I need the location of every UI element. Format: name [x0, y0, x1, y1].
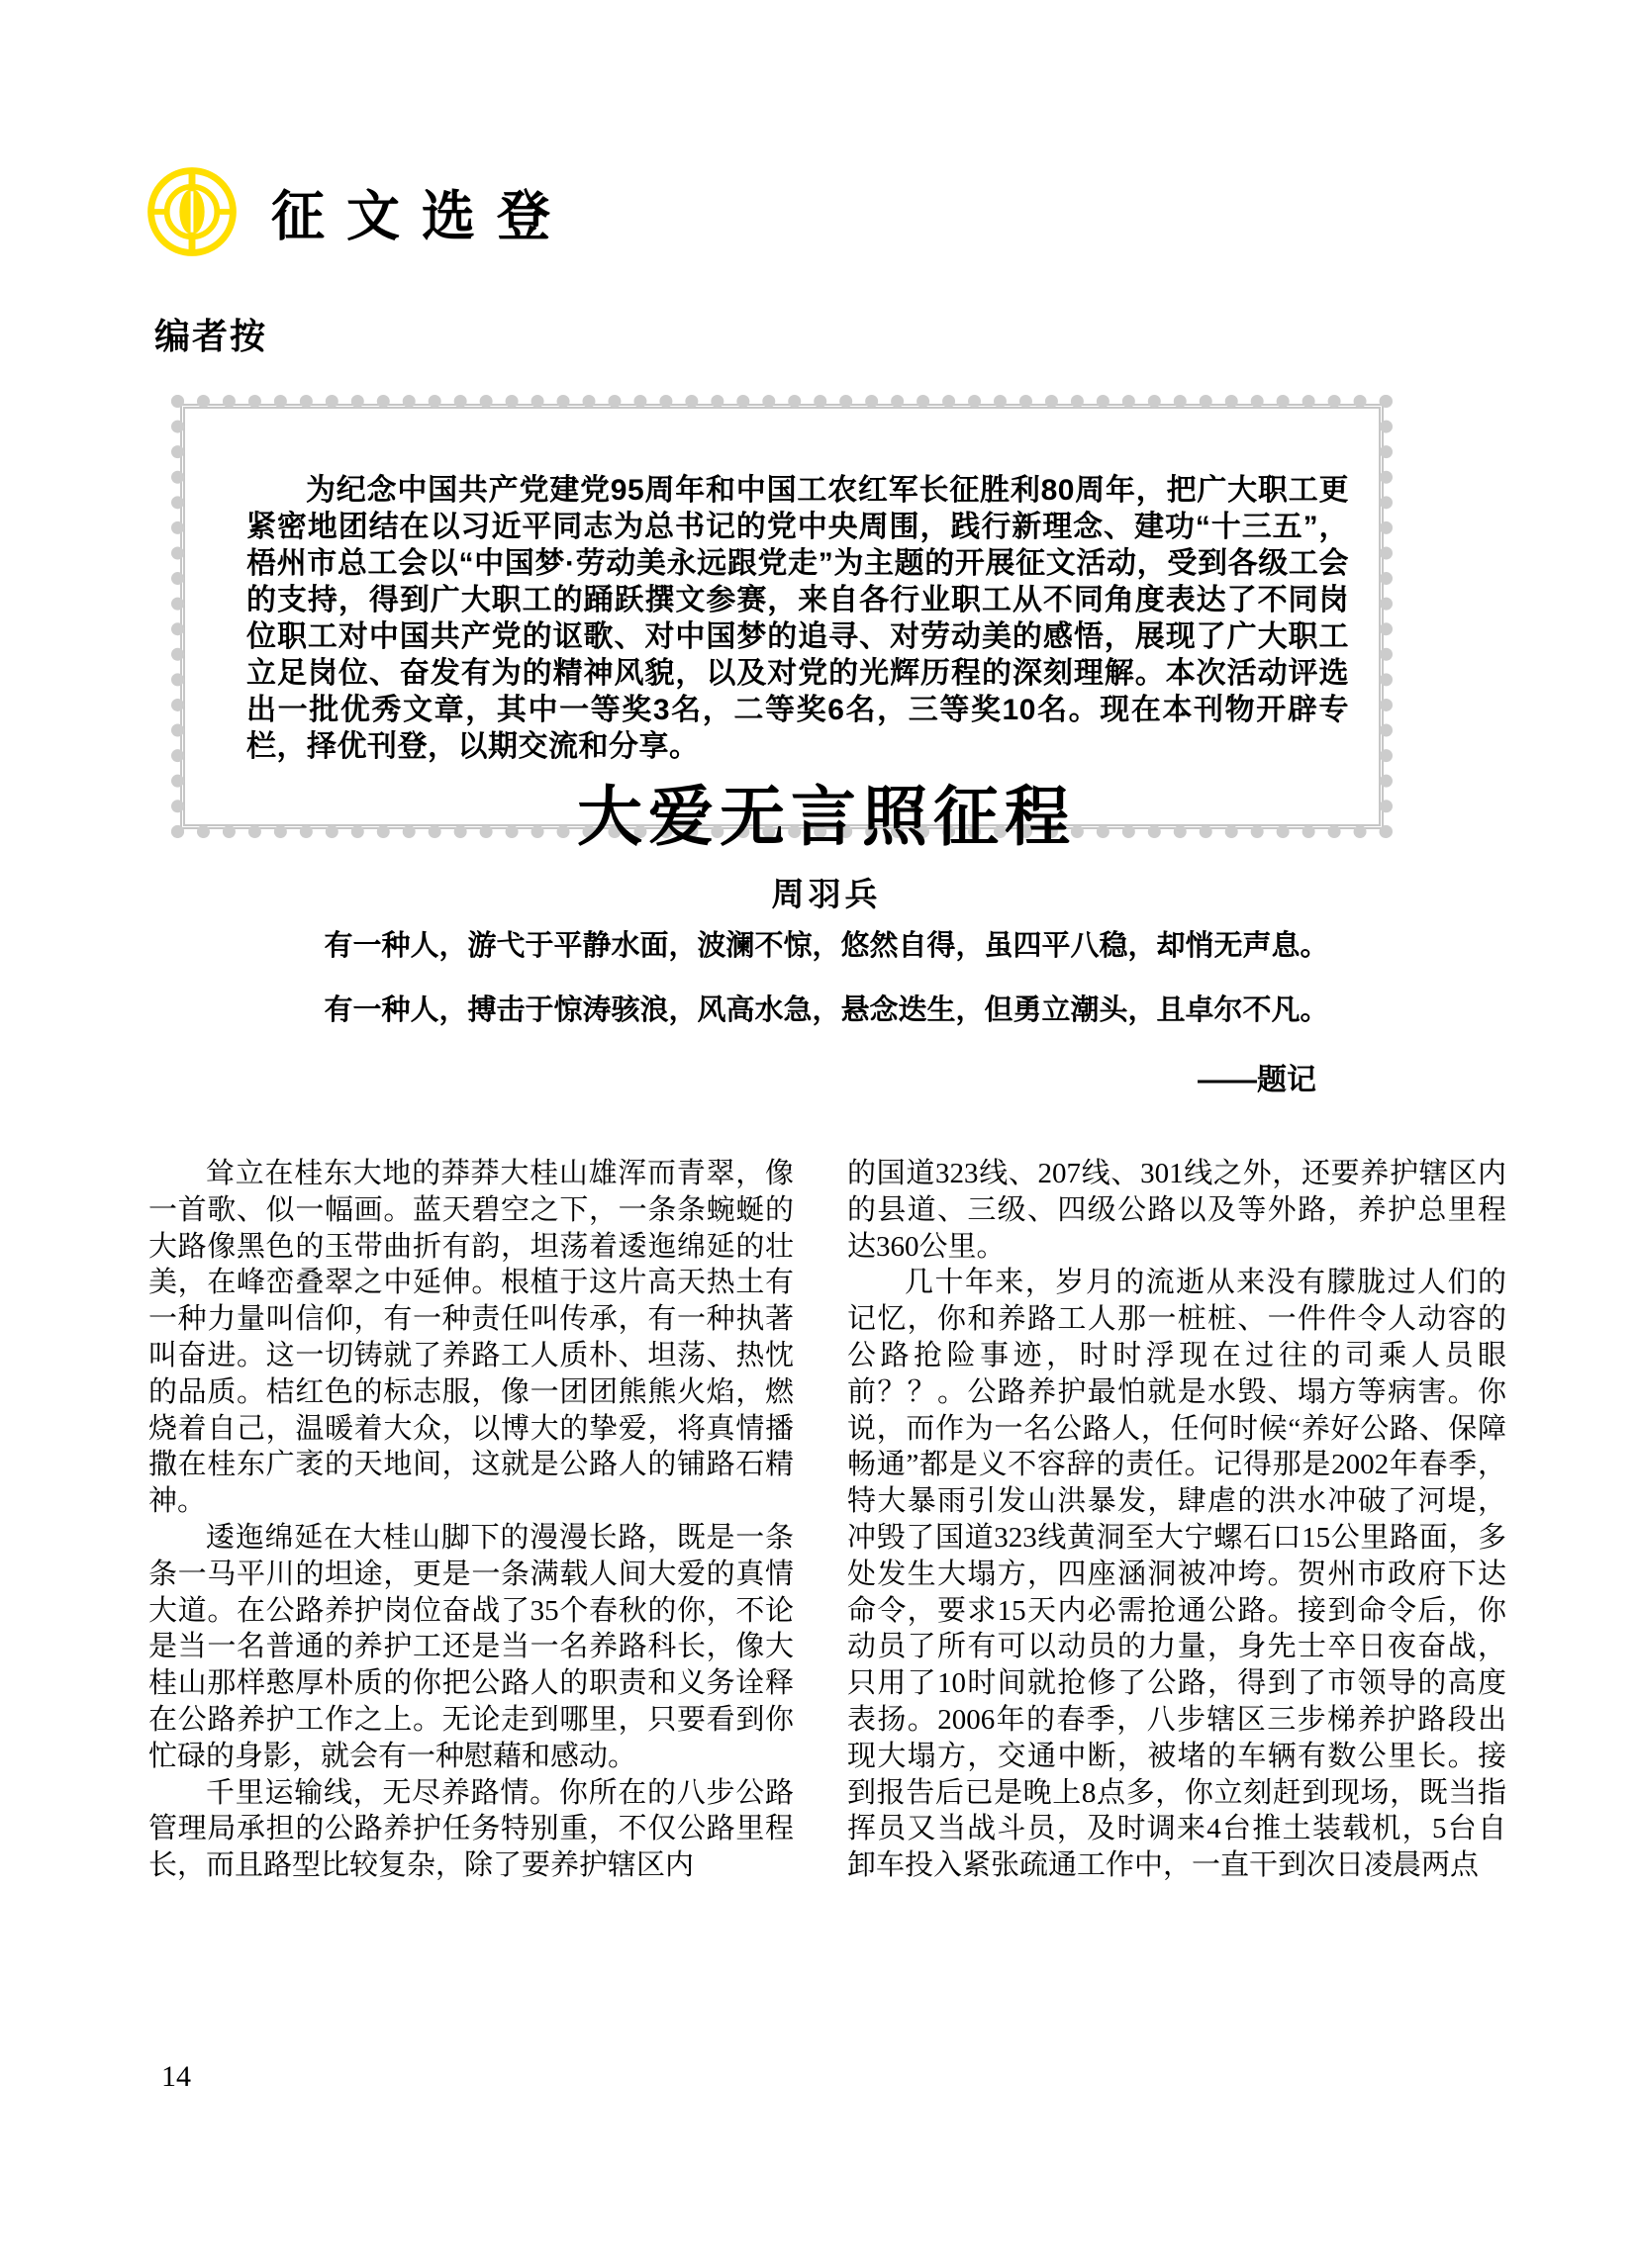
page-header — [146, 166, 572, 257]
article-title: 大爱无言照征程 — [577, 782, 1076, 854]
editor-note-text: 为纪念中国共产党建党95周年和中国工农红军长征胜利80周年，把广大职工更紧密地团结在以习近平同志为总书记的党中央周围，践行新理念、建功“十三五”，梧州市总工会以“中国梦·劳动美永远跟党走”为主题的开展征文活动，受到各级工会的支持，得到广大职工的踊跃撰文参赛，来自各行业职工从不同角度表达了不同岗位职工对中国共产党的讴歌、对中国梦的追寻、对劳动美的感悟，展现了广大职工立足岗位、奋发有为的精神风貌，以及对党的光辉历程的深刻理解。本次活动评选出一批优秀文章，其中一等奖3名，二等奖6名，三等奖10名。现在本刊物开辟专栏，择优刊登，以期交流和分享。 — [246, 474, 1349, 763]
body-column-right — [847, 1156, 1506, 1884]
body-paragraph: 耸立在桂东大地的莽莽大桂山雄浑而青翠，像一首歌、似一幅画。蓝天碧空之下，一条条蜿蜒的大路像黑色的玉带曲折有韵，坦荡着逶迤绵延的壮美，在峰峦叠翠之中延伸。根植于这片高天热土有一种力量叫信仰，有一种责任叫传承，有一种执著叫奋进。这一切铸就了养路工人质朴、坦荡、热忱的品质。桔红色的标志服，像一团团熊熊火焰，燃烧着自己，温暖着大众，以博大的挚爱，将真情播撒在桂东广袤的天地间，这就是公路人的铺路石精神。 — [148, 1158, 794, 1518]
body-paragraph: 的国道323线、207线、301线之外，还要养护辖区内的县道、三级、四级公路以及等外路，养护总里程达360公里。 — [847, 1158, 1506, 1263]
section-title: 征文选登 — [271, 185, 572, 247]
epigraph-line: 有一种人，游弋于平静水面，波澜不惊，悠然自得，虽四平八稳，却悄无声息。 — [324, 930, 1329, 962]
epigraph-line: 有一种人，搏击于惊涛骇浪，风高水急，悬念迭生，但勇立潮头，且卓尔不凡。 — [324, 994, 1329, 1026]
body-paragraph: 几十年来，岁月的流逝从来没有朦胧过人们的记忆，你和养路工人那一桩桩、一件件令人动容的公路抢险事迹，时时浮现在过往的司乘人员眼前？？。公路养护最怕就是水毁、塌方等病害。你说，而作为一名公路人，任何时候“养好公路、保障畅通”都是义不容辞的责任。记得那是2002年春季，特大暴雨引发山洪暴发，肆虐的洪水冲破了河堤，冲毁了国道323线黄洞至大宁螺石口15公里路面，多处发生大塌方，四座涵洞被冲垮。贺州市政府下达命令，要求15天内必需抢通公路。接到命令后，你动员了所有可以动员的力量，身先士卒日夜奋战，只用了10时间就抢修了公路，得到了市领导的高度表扬。2006年的春季，八步辖区三步梯养护路段出现大塌方，交通中断，被堵的车辆有数公里长。接到报告后已是晚上8点多，你立刻赶到现场，既当指挥员又当战斗员，及时调来4台推土装载机，5台自卸车投入紧张疏通工作中，一直干到次日凌晨两点 — [847, 1267, 1506, 1882]
trade-union-emblem-icon — [146, 166, 238, 257]
article-author: 周羽兵 — [771, 878, 882, 913]
body-paragraph: 千里运输线，无尽养路情。你所在的八步公路管理局承担的公路养护任务特别重，不仅公路里程长，而且路型比较复杂，除了要养护辖区内 — [148, 1776, 794, 1882]
epigraph-attribution: ——题记 — [1198, 1064, 1316, 1096]
body-column-left — [148, 1156, 794, 1884]
body-paragraph: 逶迤绵延在大桂山脚下的漫漫长路，既是一条条一马平川的坦途，更是一条满载人间大爱的真情大道。在公路养护岗位奋战了35个春秋的你，不论是当一名普通的养护工还是当一名养路科长，像大桂山那样憨厚朴质的你把公路人的职责和义务诠释在公路养护工作之上。无论走到哪里，只要看到你忙碌的身影，就会有一种慰藉和感动。 — [148, 1521, 794, 1772]
epigraph — [148, 928, 1504, 1028]
page-number: 14 — [161, 2060, 191, 2093]
editor-note-label: 编者按 — [154, 316, 268, 356]
